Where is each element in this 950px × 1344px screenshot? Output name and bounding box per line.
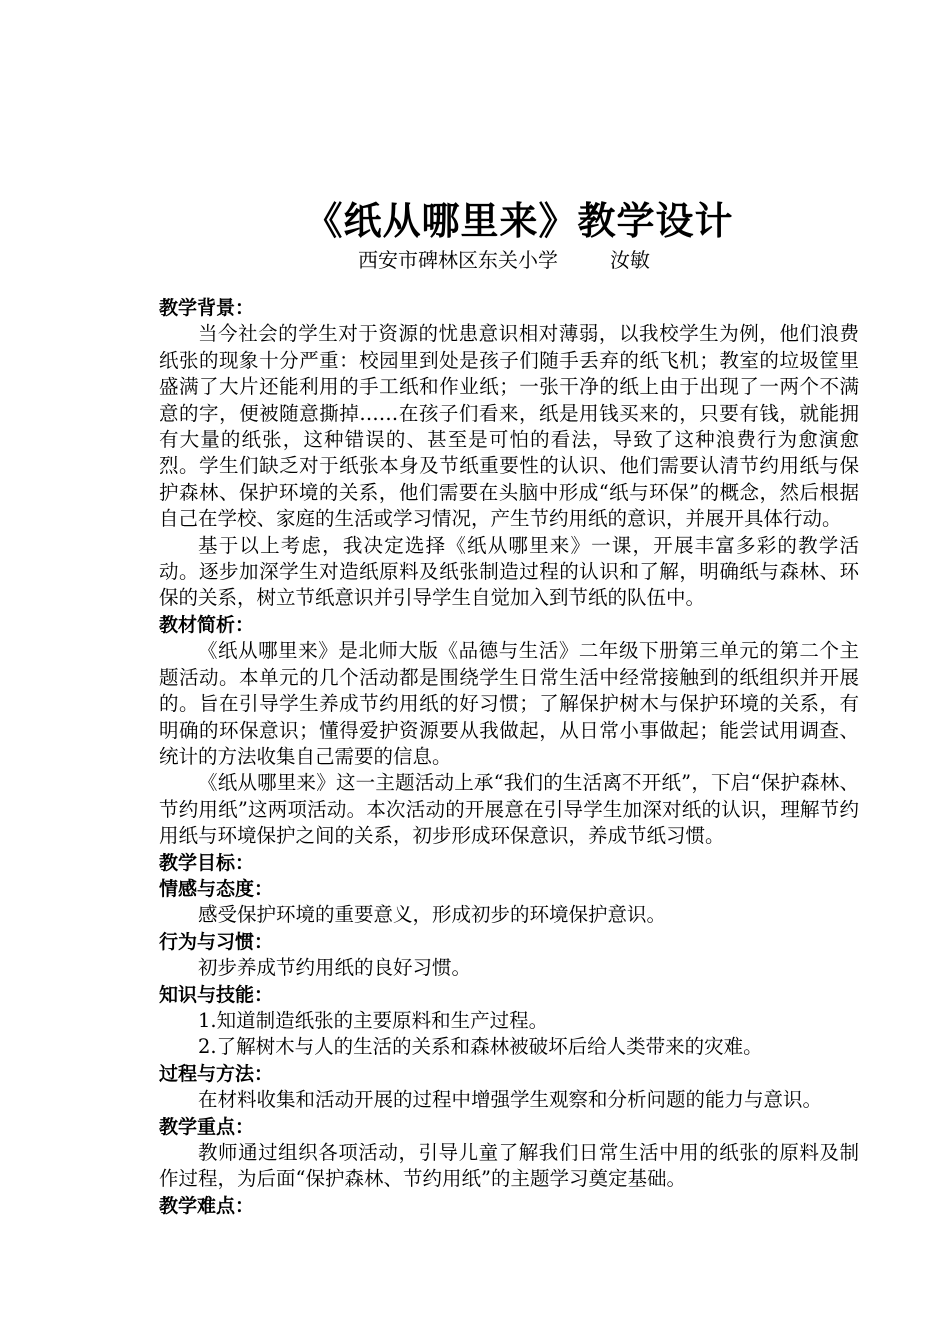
document-title: 《纸从哪里来》教学设计 bbox=[304, 199, 734, 243]
section-heading-difficulty: 教学难点： bbox=[159, 1194, 255, 1217]
knowledge-item-2: 2.了解树木与人的生活的关系和森林被破坏后给人类带来的灾难。 bbox=[198, 1035, 763, 1059]
author-name: 汝敏 bbox=[610, 248, 650, 272]
knowledge-item-1: 1.知道制造纸张的主要原料和生产过程。 bbox=[198, 1008, 549, 1032]
school-name: 西安市碑林区东关小学 bbox=[358, 248, 558, 272]
behavior-text: 初步养成节约用纸的良好习惯。 bbox=[198, 956, 472, 980]
section-heading-keypoint: 教学重点： bbox=[159, 1115, 255, 1138]
process-text: 在材料收集和活动开展的过程中增强学生观察和分析问题的能力与意识。 bbox=[198, 1088, 823, 1112]
subheading-emotion: 情感与态度： bbox=[159, 877, 274, 900]
subheading-knowledge: 知识与技能： bbox=[159, 983, 274, 1006]
emotion-text: 感受保护环境的重要意义，形成初步的环境保护意识。 bbox=[198, 903, 667, 927]
subheading-behavior: 行为与习惯： bbox=[159, 930, 274, 953]
background-paragraph-2: 基于以上考虑，我决定选择《纸从哪里来》一课，开展丰富多彩的教学活动。逐步加深学生对造纸原料及纸张制造过程的认识和了解，明确纸与森林、环保的关系，树立节纸意识并引导学生自觉加入到节纸的队伍中。 bbox=[159, 533, 859, 610]
document-body bbox=[159, 295, 859, 1219]
author-line bbox=[358, 246, 650, 274]
background-paragraph-1: 当今社会的学生对于资源的忧患意识相对薄弱，以我校学生为例，他们浪费纸张的现象十分严重：校园里到处是孩子们随手丢弃的纸飞机；教室的垃圾筐里盛满了大片还能利用的手工纸和作业纸；一张干净的纸上由于出现了一两个不满意的字，便被随意撕掉……在孩子们看来，纸是用钱买来的，只要有钱，就能拥有大量的纸张，这种错误的、甚至是可怕的看法，导致了这种浪费行为愈演愈烈。学生们缺乏对于纸张本身及节纸重要性的认识、他们需要认清节约用纸与保护森林、保护环境的关系，他们需要在头脑中形成“纸与环保”的概念，然后根据自己在学校、家庭的生活或学习情况，产生节约用纸的意识，并展开具体行动。 bbox=[159, 322, 859, 531]
material-paragraph-2: 《纸从哪里来》这一主题活动上承“我们的生活离不开纸”，下启“保护森林、节约用纸”这两项活动。本次活动的开展意在引导学生加深对纸的认识，理解节约用纸与环境保护之间的关系，初步形成环保意识，养成节纸习惯。 bbox=[159, 771, 859, 848]
section-heading-goals: 教学目标： bbox=[159, 851, 255, 874]
section-heading-material: 教材简析： bbox=[159, 613, 255, 636]
subheading-process: 过程与方法： bbox=[159, 1062, 274, 1085]
keypoint-text: 教师通过组织各项活动，引导儿童了解我们日常生活中用的纸张的原料及制作过程，为后面“保护森林、节约用纸”的主题学习奠定基础。 bbox=[159, 1141, 859, 1191]
section-heading-background: 教学背景： bbox=[159, 297, 255, 319]
material-paragraph-1: 《纸从哪里来》是北师大版《品德与生活》二年级下册第三单元的第二个主题活动。本单元的几个活动都是围绕学生日常生活中经常接触到的纸组织并开展的。旨在引导学生养成节约用纸的好习惯；了解保护树木与保护环境的关系，有明确的环保意识；懂得爱护资源要从我做起，从日常小事做起；能尝试用调查、统计的方法收集自己需要的信息。 bbox=[159, 639, 859, 768]
